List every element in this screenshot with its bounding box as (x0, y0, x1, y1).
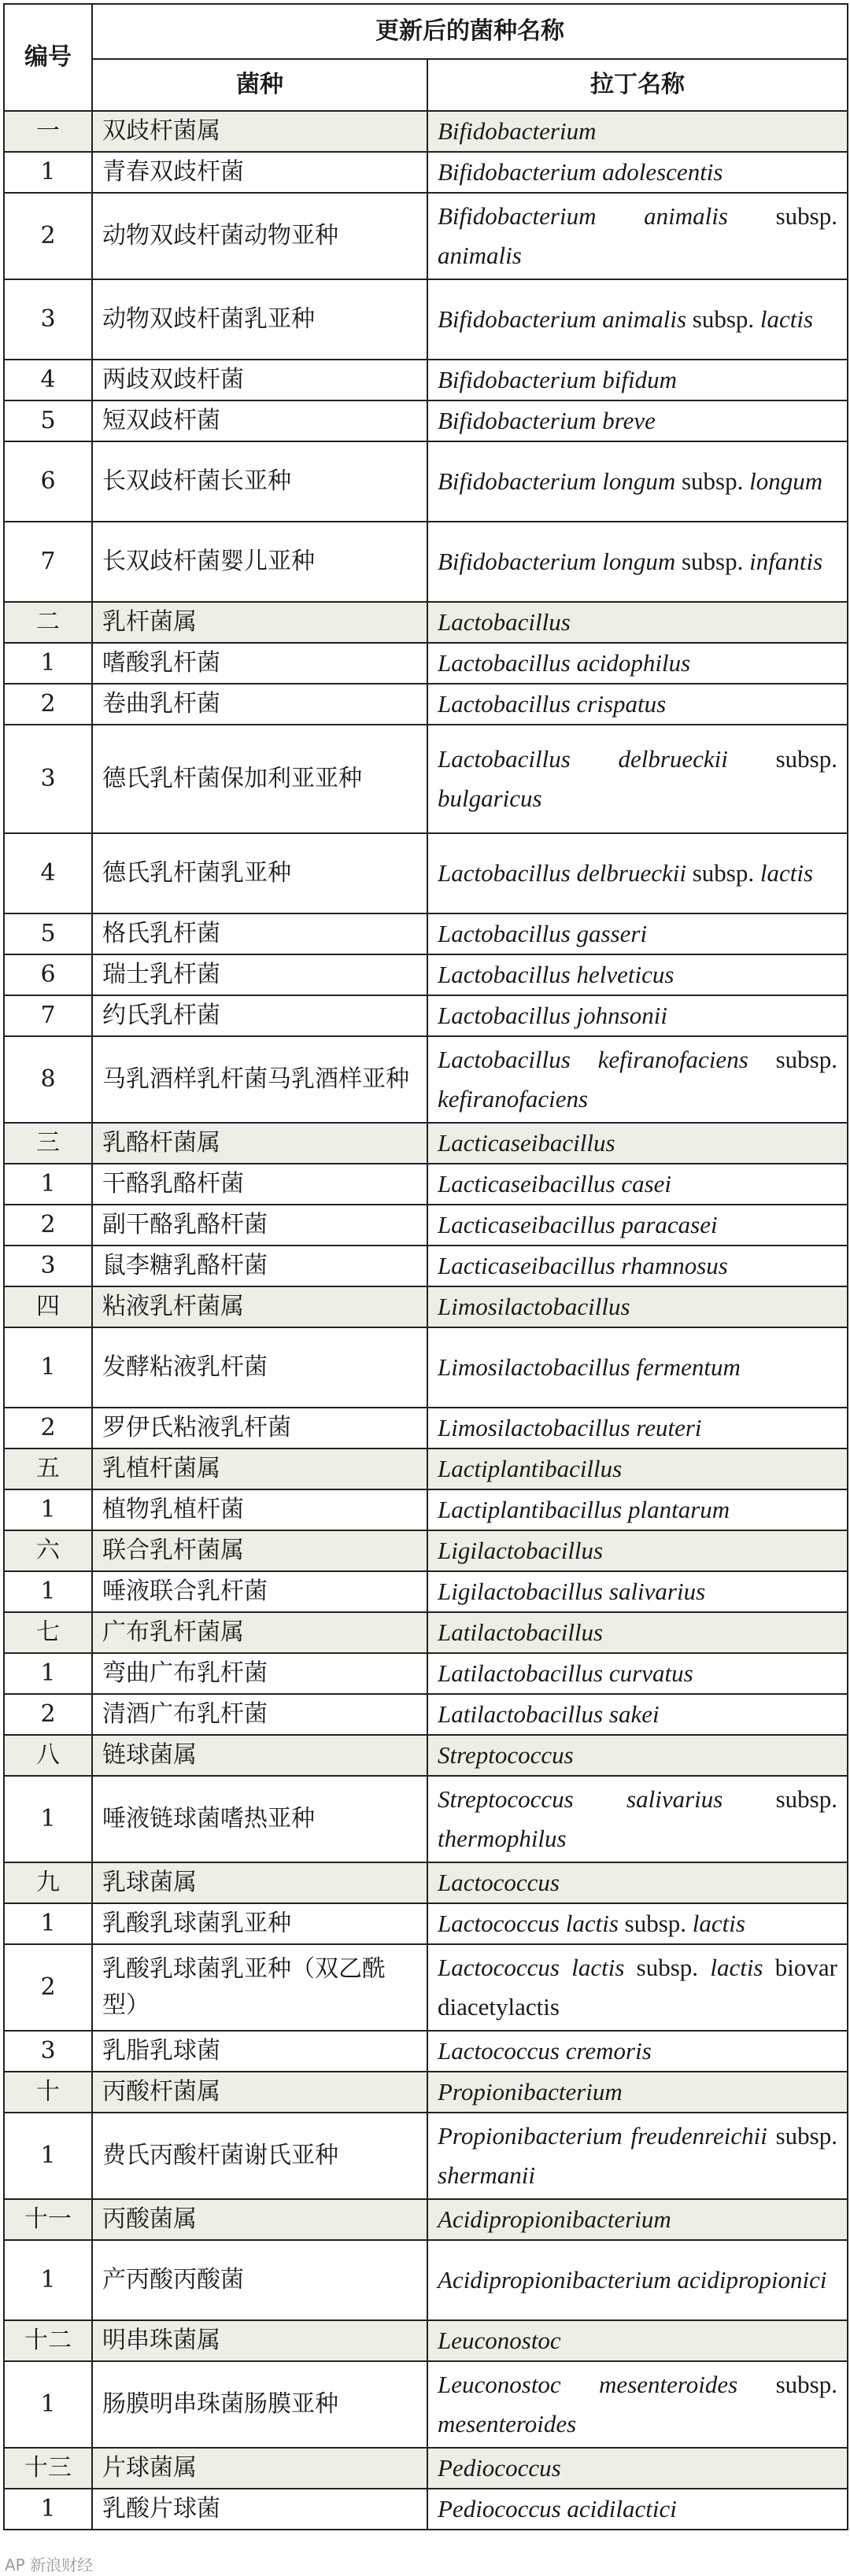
species-name-cn: 弯曲广布乳杆菌 (92, 1653, 427, 1694)
species-row (4, 684, 848, 725)
species-name-latin: Lactobacillus johnsonii (427, 995, 848, 1036)
species-name-latin: Limosilactobacillus reuteri (427, 1408, 848, 1449)
species-row (4, 1036, 848, 1123)
row-id: 1 (4, 643, 92, 684)
table-body (4, 111, 848, 2530)
genus-name-latin: Lacticaseibacillus (427, 1123, 848, 1164)
row-id: 1 (4, 1164, 92, 1205)
species-row (4, 193, 848, 279)
row-id: 五 (4, 1449, 92, 1489)
species-row (4, 1164, 848, 1205)
row-id: 二 (4, 602, 92, 643)
species-row (4, 2361, 848, 2448)
row-id: 1 (4, 2113, 92, 2199)
row-id: 7 (4, 995, 92, 1036)
row-id: 十三 (4, 2448, 92, 2489)
species-name-cn: 德氏乳杆菌乳亚种 (92, 833, 427, 913)
species-name-cn: 瑞士乳杆菌 (92, 954, 427, 995)
row-id: 1 (4, 1776, 92, 1862)
species-row (4, 1944, 848, 2031)
species-name-latin: Lactobacillus crispatus (427, 684, 848, 725)
genus-name-latin: Ligilactobacillus (427, 1530, 848, 1571)
genus-row (4, 111, 848, 152)
species-name-latin: Bifidobacterium animalis subsp. lactis (427, 279, 848, 360)
genus-row (4, 2199, 848, 2240)
species-name-latin: Bifidobacterium animalis subsp. animalis (427, 193, 848, 279)
row-id: 七 (4, 1612, 92, 1653)
species-name-latin: Bifidobacterium longum subsp. longum (427, 441, 848, 522)
row-id: 2 (4, 1408, 92, 1449)
watermark: AP 新浪财经 (5, 2556, 94, 2574)
row-id: 3 (4, 2031, 92, 2072)
row-id: 1 (4, 152, 92, 193)
species-row (4, 1776, 848, 1862)
species-row (4, 400, 848, 441)
row-id: 四 (4, 1286, 92, 1327)
genus-name-cn: 广布乳杆菌属 (92, 1612, 427, 1653)
genus-name-latin: Leuconostoc (427, 2320, 848, 2361)
table-header (4, 4, 848, 111)
species-name-latin: Bifidobacterium bifidum (427, 360, 848, 400)
species-row (4, 2031, 848, 2072)
species-name-cn: 清酒广布乳杆菌 (92, 1694, 427, 1735)
species-name-cn: 卷曲乳杆菌 (92, 684, 427, 725)
species-row (4, 1408, 848, 1449)
species-name-latin: Lactobacillus delbrueckii subsp. lactis (427, 833, 848, 913)
species-row (4, 441, 848, 522)
species-name-cn: 长双歧杆菌长亚种 (92, 441, 427, 522)
species-row (4, 643, 848, 684)
species-row (4, 1205, 848, 1246)
species-name-cn: 动物双歧杆菌乳亚种 (92, 279, 427, 360)
row-id: 3 (4, 1246, 92, 1286)
genus-name-latin: Latilactobacillus (427, 1612, 848, 1653)
species-name-latin: Streptococcus salivarius subsp. thermophilus (427, 1776, 848, 1862)
species-name-cn: 罗伊氏粘液乳杆菌 (92, 1408, 427, 1449)
species-name-cn: 青春双歧杆菌 (92, 152, 427, 193)
species-name-cn: 肠膜明串珠菌肠膜亚种 (92, 2361, 427, 2448)
species-name-cn: 副干酪乳酪杆菌 (92, 1205, 427, 1246)
row-id: 1 (4, 2489, 92, 2530)
row-id: 1 (4, 2361, 92, 2448)
species-row (4, 833, 848, 913)
genus-name-latin: Lactiplantibacillus (427, 1449, 848, 1489)
species-name-cn: 发酵粘液乳杆菌 (92, 1327, 427, 1408)
row-id: 八 (4, 1735, 92, 1776)
id-column-header: 编号 (4, 4, 92, 111)
species-row (4, 1246, 848, 1286)
row-id: 十一 (4, 2199, 92, 2240)
genus-name-cn: 链球菌属 (92, 1735, 427, 1776)
genus-name-latin: Limosilactobacillus (427, 1286, 848, 1327)
row-id: 九 (4, 1862, 92, 1903)
row-id: 5 (4, 913, 92, 954)
species-name-latin: Lacticaseibacillus casei (427, 1164, 848, 1205)
species-name-latin: Bifidobacterium breve (427, 400, 848, 441)
row-id: 1 (4, 1489, 92, 1530)
genus-name-cn: 丙酸杆菌属 (92, 2072, 427, 2113)
genus-name-cn: 粘液乳杆菌属 (92, 1286, 427, 1327)
genus-name-cn: 联合乳杆菌属 (92, 1530, 427, 1571)
row-id: 十 (4, 2072, 92, 2113)
species-name-latin: Lactococcus lactis subsp. lactis (427, 1903, 848, 1944)
genus-row (4, 2072, 848, 2113)
species-name-table (3, 3, 848, 2530)
species-name-latin: Lactococcus lactis subsp. lactis biovar diacetylactis (427, 1944, 848, 2031)
row-id: 8 (4, 1036, 92, 1123)
row-id: 3 (4, 279, 92, 360)
species-name-latin: Leuconostoc mesenteroides subsp. mesenteroides (427, 2361, 848, 2448)
genus-name-cn: 丙酸菌属 (92, 2199, 427, 2240)
species-name-cn: 德氏乳杆菌保加利亚亚种 (92, 725, 427, 833)
row-id: 2 (4, 1694, 92, 1735)
species-name-latin: Bifidobacterium longum subsp. infantis (427, 522, 848, 602)
species-name-cn: 长双歧杆菌婴儿亚种 (92, 522, 427, 602)
row-id: 三 (4, 1123, 92, 1164)
species-row (4, 1571, 848, 1612)
row-id: 2 (4, 193, 92, 279)
species-row (4, 2489, 848, 2530)
species-row (4, 1327, 848, 1408)
species-name-latin: Lactiplantibacillus plantarum (427, 1489, 848, 1530)
species-row (4, 360, 848, 400)
genus-name-cn: 乳杆菌属 (92, 602, 427, 643)
genus-name-latin: Propionibacterium (427, 2072, 848, 2113)
species-name-latin: Lactobacillus acidophilus (427, 643, 848, 684)
row-id: 7 (4, 522, 92, 602)
genus-row (4, 1612, 848, 1653)
species-name-cn: 唾液链球菌嗜热亚种 (92, 1776, 427, 1862)
species-name-cn: 马乳酒样乳杆菌马乳酒样亚种 (92, 1036, 427, 1123)
species-row (4, 279, 848, 360)
species-name-cn: 费氏丙酸杆菌谢氏亚种 (92, 2113, 427, 2199)
row-id: 6 (4, 954, 92, 995)
row-id: 5 (4, 400, 92, 441)
genus-row (4, 1286, 848, 1327)
species-name-cn: 鼠李糖乳酪杆菌 (92, 1246, 427, 1286)
species-name-cn: 乳脂乳球菌 (92, 2031, 427, 2072)
species-name-latin: Acidipropionibacterium acidipropionici (427, 2240, 848, 2320)
table-title: 更新后的菌种名称 (92, 4, 848, 59)
species-name-cn: 约氏乳杆菌 (92, 995, 427, 1036)
species-row (4, 1694, 848, 1735)
species-row (4, 1653, 848, 1694)
species-name-latin: Lactobacillus delbrueckii subsp. bulgaricus (427, 725, 848, 833)
genus-name-latin: Acidipropionibacterium (427, 2199, 848, 2240)
species-name-latin: Lacticaseibacillus rhamnosus (427, 1246, 848, 1286)
row-id: 1 (4, 1327, 92, 1408)
species-name-latin: Bifidobacterium adolescentis (427, 152, 848, 193)
row-id: 1 (4, 2240, 92, 2320)
genus-name-cn: 乳植杆菌属 (92, 1449, 427, 1489)
species-name-cn: 格氏乳杆菌 (92, 913, 427, 954)
genus-name-latin: Pediococcus (427, 2448, 848, 2489)
row-id: 6 (4, 441, 92, 522)
species-row (4, 2113, 848, 2199)
genus-row (4, 1123, 848, 1164)
species-name-latin: Lactobacillus gasseri (427, 913, 848, 954)
genus-name-cn: 乳球菌属 (92, 1862, 427, 1903)
genus-row (4, 602, 848, 643)
species-name-cn: 乳酸乳球菌乳亚种 (92, 1903, 427, 1944)
species-row (4, 1489, 848, 1530)
species-name-latin: Lactobacillus helveticus (427, 954, 848, 995)
latin-column-header: 拉丁名称 (427, 59, 848, 111)
genus-row (4, 2448, 848, 2489)
genus-row (4, 1530, 848, 1571)
species-name-latin: Pediococcus acidilactici (427, 2489, 848, 2530)
row-id: 一 (4, 111, 92, 152)
species-row (4, 1903, 848, 1944)
genus-name-cn: 双歧杆菌属 (92, 111, 427, 152)
species-name-latin: Limosilactobacillus fermentum (427, 1327, 848, 1408)
genus-name-cn: 乳酪杆菌属 (92, 1123, 427, 1164)
species-row (4, 725, 848, 833)
species-column-header: 菌种 (92, 59, 427, 111)
row-id: 4 (4, 833, 92, 913)
row-id: 十二 (4, 2320, 92, 2361)
species-name-latin: Lactobacillus kefiranofaciens subsp. kefiranofaciens (427, 1036, 848, 1123)
species-name-cn: 干酪乳酪杆菌 (92, 1164, 427, 1205)
species-name-cn: 产丙酸丙酸菌 (92, 2240, 427, 2320)
species-name-cn: 动物双歧杆菌动物亚种 (92, 193, 427, 279)
row-id: 1 (4, 1903, 92, 1944)
genus-row (4, 1862, 848, 1903)
species-name-cn: 乳酸乳球菌乳亚种（双乙酰型） (92, 1944, 427, 2031)
species-row (4, 522, 848, 602)
row-id: 4 (4, 360, 92, 400)
species-name-latin: Propionibacterium freudenreichii subsp. shermanii (427, 2113, 848, 2199)
genus-name-cn: 片球菌属 (92, 2448, 427, 2489)
row-id: 3 (4, 725, 92, 833)
species-row (4, 152, 848, 193)
species-row (4, 954, 848, 995)
genus-name-cn: 明串珠菌属 (92, 2320, 427, 2361)
row-id: 2 (4, 1944, 92, 2031)
row-id: 1 (4, 1571, 92, 1612)
species-row (4, 2240, 848, 2320)
species-row (4, 995, 848, 1036)
species-name-cn: 两歧双歧杆菌 (92, 360, 427, 400)
species-name-latin: Lactococcus cremoris (427, 2031, 848, 2072)
genus-row (4, 1735, 848, 1776)
species-name-cn: 乳酸片球菌 (92, 2489, 427, 2530)
species-name-latin: Ligilactobacillus salivarius (427, 1571, 848, 1612)
species-name-cn: 嗜酸乳杆菌 (92, 643, 427, 684)
species-name-latin: Latilactobacillus sakei (427, 1694, 848, 1735)
species-name-cn: 短双歧杆菌 (92, 400, 427, 441)
row-id: 六 (4, 1530, 92, 1571)
genus-name-latin: Bifidobacterium (427, 111, 848, 152)
species-row (4, 913, 848, 954)
species-name-cn: 植物乳植杆菌 (92, 1489, 427, 1530)
species-name-latin: Latilactobacillus curvatus (427, 1653, 848, 1694)
genus-row (4, 1449, 848, 1489)
genus-row (4, 2320, 848, 2361)
row-id: 1 (4, 1653, 92, 1694)
genus-name-latin: Lactobacillus (427, 602, 848, 643)
row-id: 2 (4, 684, 92, 725)
row-id: 2 (4, 1205, 92, 1246)
genus-name-latin: Lactococcus (427, 1862, 848, 1903)
genus-name-latin: Streptococcus (427, 1735, 848, 1776)
species-name-latin: Lacticaseibacillus paracasei (427, 1205, 848, 1246)
species-name-cn: 唾液联合乳杆菌 (92, 1571, 427, 1612)
